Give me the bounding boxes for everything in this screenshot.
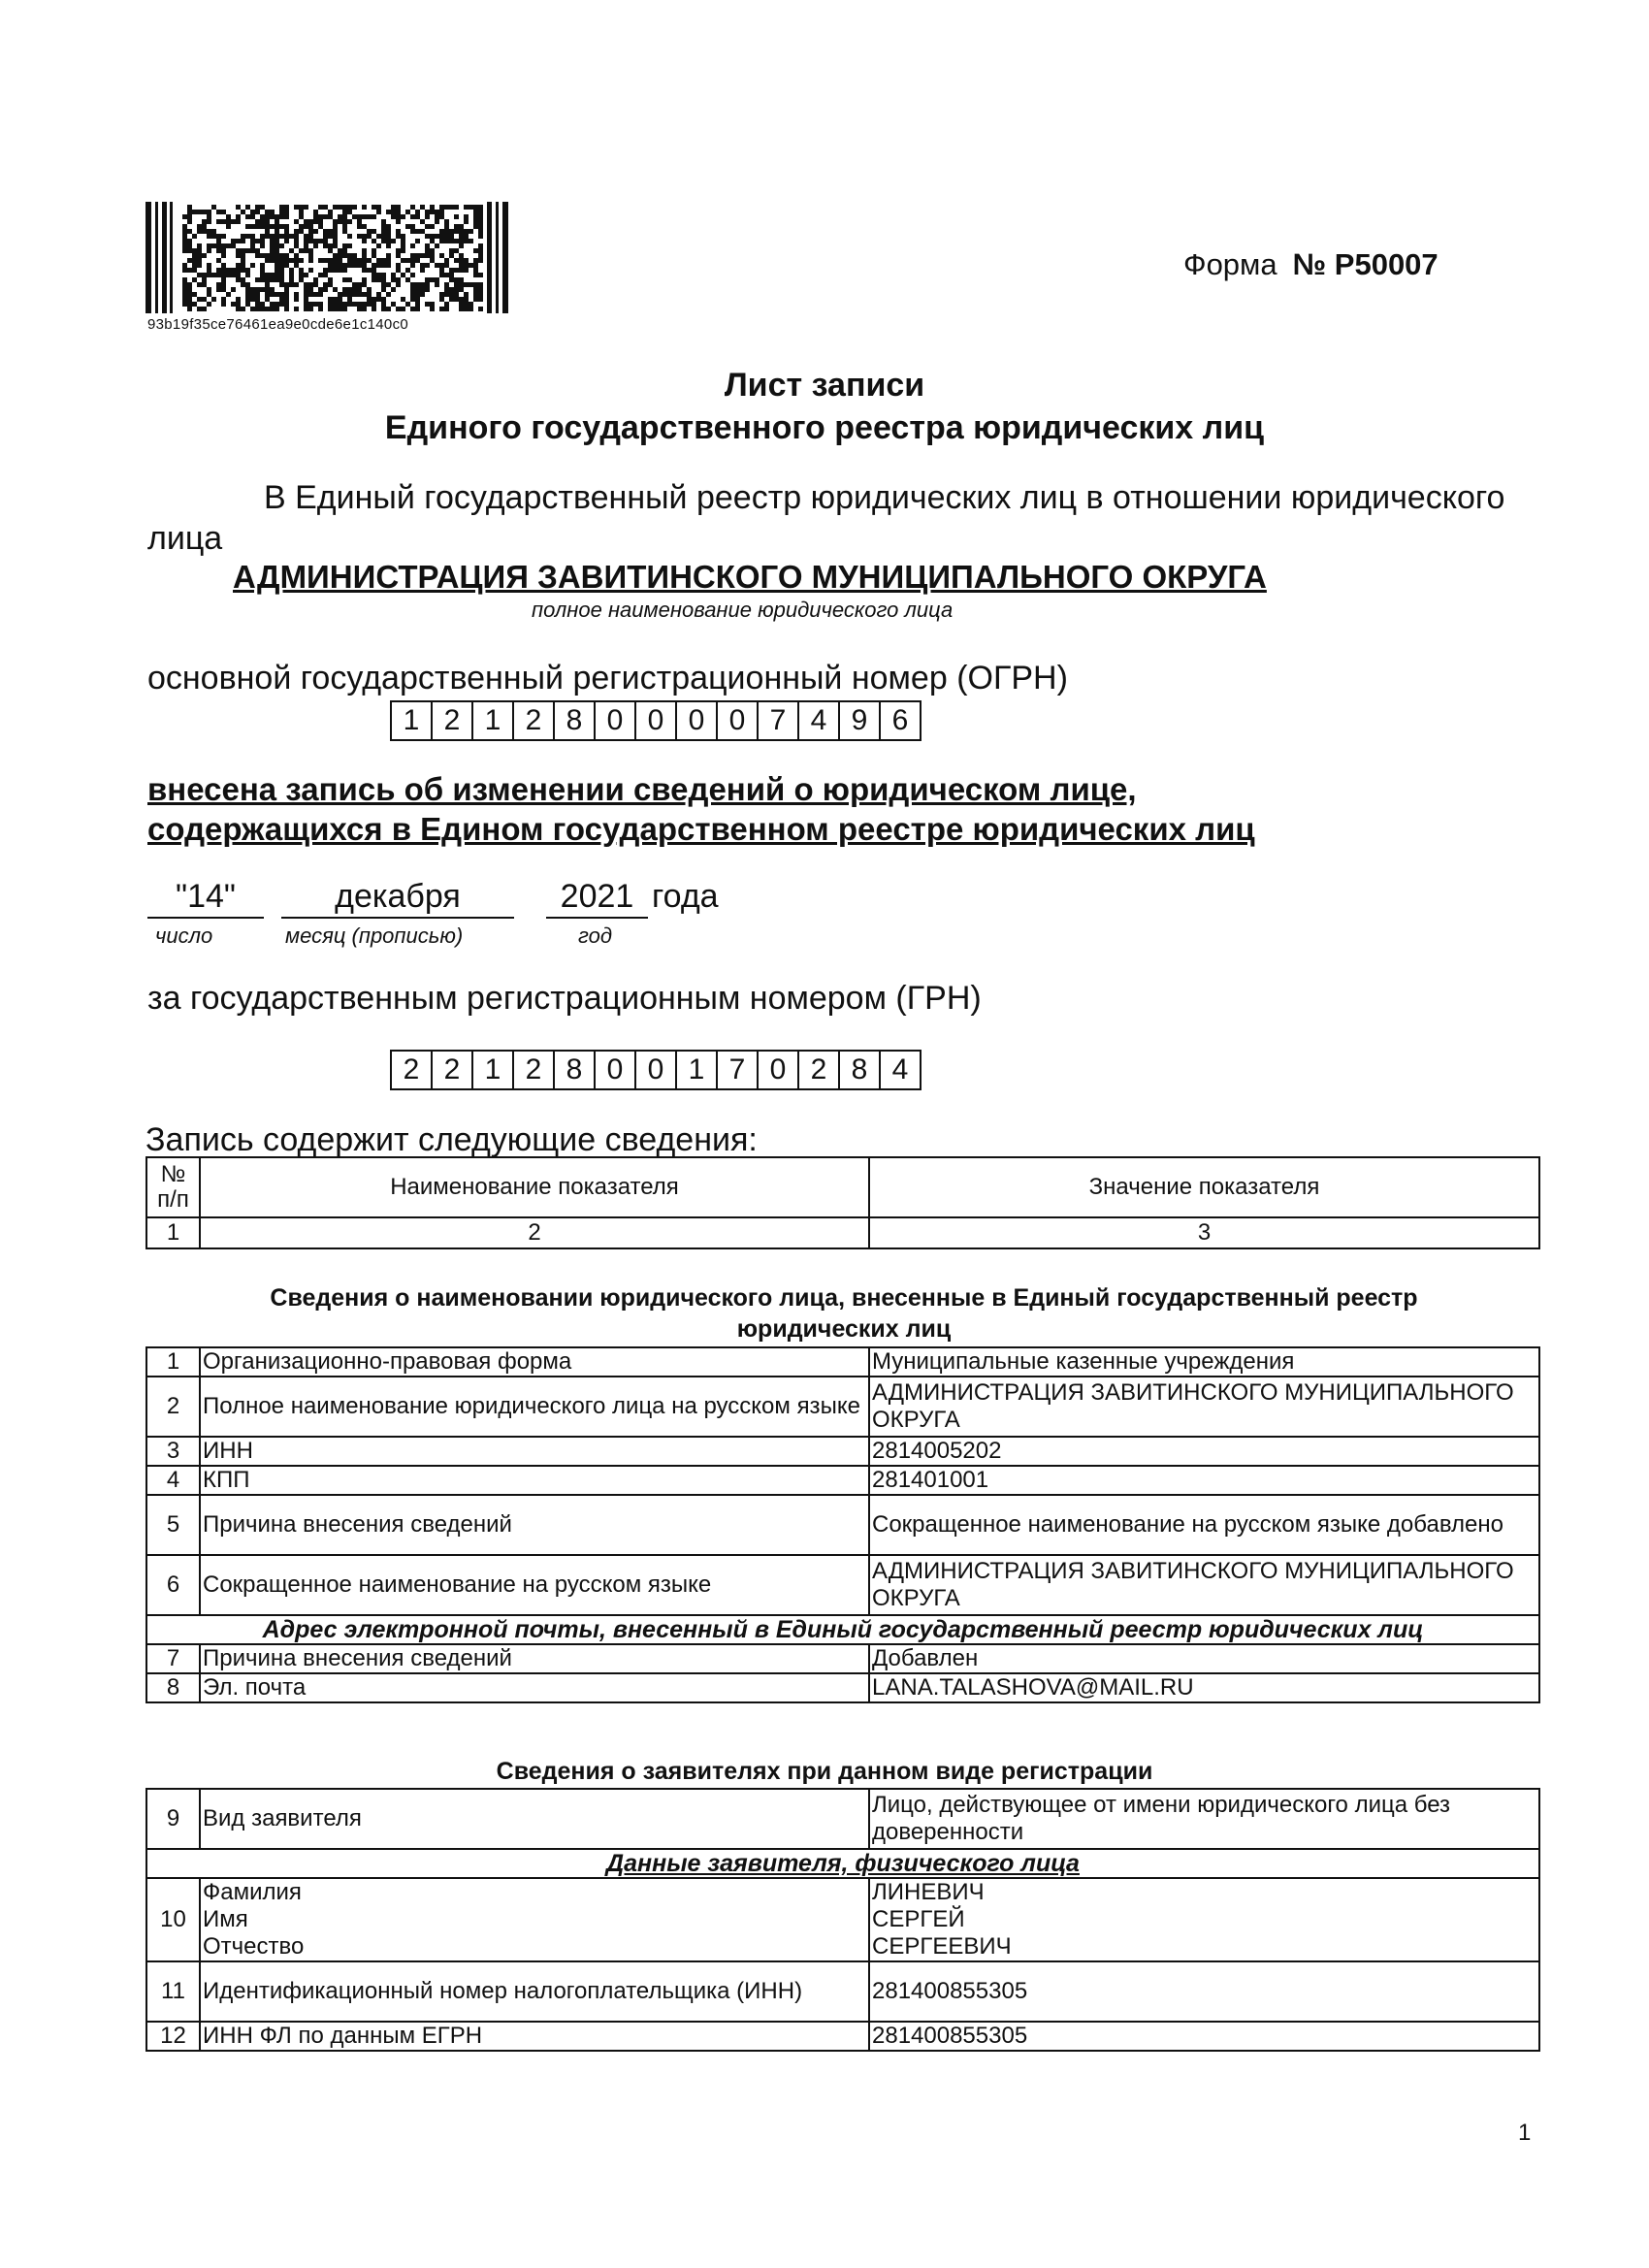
page-number: 1	[1518, 2120, 1532, 2146]
date-month: декабря	[281, 878, 514, 919]
grn-digit: 0	[757, 1052, 797, 1088]
intro-text-cont: лица	[147, 520, 223, 557]
section-applicants-table	[146, 1788, 1540, 2052]
ogrn-digit: 0	[634, 702, 675, 739]
organization-name: АДМИНИСТРАЦИЯ ЗАВИТИНСКОГО МУНИЦИПАЛЬНОГО ОКРУГА	[233, 559, 1267, 595]
grn-digit: 8	[553, 1052, 594, 1088]
ogrn-digit: 4	[797, 702, 838, 739]
name-value: СЕРГЕЙ	[872, 1906, 965, 1932]
grn-digit: 0	[594, 1052, 634, 1088]
ogrn-digit: 1	[471, 702, 512, 739]
patronymic-value: СЕРГЕЕВИЧ	[872, 1933, 1012, 1960]
surname-label: Фамилия	[203, 1879, 302, 1905]
table-row: 3 ИНН 2814005202	[146, 1437, 1539, 1466]
barcode	[146, 202, 514, 313]
col-value-index: 3	[869, 1217, 1539, 1248]
intro-text: В Единый государственный реестр юридических лиц в отношении юридического	[264, 479, 1505, 516]
patronymic-label: Отчество	[203, 1933, 305, 1960]
grn-digit: 2	[512, 1052, 553, 1088]
ogrn-label: основной государственный регистрационный номер (ОГРН)	[147, 660, 1068, 697]
contents-label: Запись содержит следующие сведения:	[146, 1121, 758, 1158]
date-day-hint: число	[155, 923, 213, 948]
date-year-hint: год	[578, 923, 612, 948]
grn-digit: 2	[431, 1052, 471, 1088]
date-suffix: года	[652, 878, 719, 915]
organization-name-hint: полное наименование юридического лица	[532, 598, 954, 622]
ogrn-digit: 9	[838, 702, 879, 739]
grn-digit: 0	[634, 1052, 675, 1088]
ogrn-digits	[390, 700, 922, 741]
section-name-table	[146, 1346, 1540, 1703]
ogrn-digit: 8	[553, 702, 594, 739]
name-label: Имя	[203, 1906, 248, 1932]
section-name-title: Сведения о наименовании юридического лица, внесенные в Единый государственный реестр юридических лиц	[270, 1284, 1418, 1343]
applicant-subsection-title: Данные заявителя, физического лица	[146, 1849, 1539, 1878]
applicant-subsection-row	[146, 1849, 1539, 1878]
ogrn-digit: 0	[675, 702, 716, 739]
header-table	[146, 1156, 1540, 1249]
ogrn-digit: 2	[431, 702, 471, 739]
ogrn-digit: 1	[403, 704, 420, 736]
col-name-index: 2	[200, 1217, 869, 1248]
record-title-cont: содержащихся в Едином государственном реестре юридических лиц	[147, 811, 1255, 847]
grn-digit: 2	[403, 1053, 420, 1085]
email-section-row	[146, 1615, 1539, 1644]
table-row: 2 Полное наименование юридического лица на русском языке АДМИНИСТРАЦИЯ ЗАВИТИНСКОГО МУНИЦИПАЛЬНОГО ОКРУГА	[146, 1377, 1539, 1437]
form-number	[1183, 247, 1439, 282]
email-section-title: Адрес электронной почты, внесенный в Единый государственный реестр юридических лиц	[146, 1615, 1539, 1644]
ogrn-digit: 7	[757, 702, 797, 739]
table-row: 4 КПП 281401001	[146, 1466, 1539, 1495]
form-code: № Р50007	[1292, 247, 1439, 281]
table-row: 10 Фамилия Имя Отчество ЛИНЕВИЧ СЕРГЕЙ СЕРГЕЕВИЧ	[146, 1878, 1539, 1961]
table-row: 8 Эл. почта LANA.TALASHOVA@MAIL.RU	[146, 1673, 1539, 1702]
table-row: 6 Сокращенное наименование на русском языке АДМИНИСТРАЦИЯ ЗАВИТИНСКОГО МУНИЦИПАЛЬНОГО ОКРУГА	[146, 1555, 1539, 1615]
record-title: внесена запись об изменении сведений о юридическом лице,	[147, 771, 1137, 807]
col-number-index: 1	[146, 1217, 200, 1248]
ogrn-digit: 2	[512, 702, 553, 739]
grn-digit: 4	[879, 1052, 920, 1088]
grn-digit: 2	[797, 1052, 838, 1088]
table-row: 7 Причина внесения сведений Добавлен	[146, 1644, 1539, 1673]
table-row: 9 Вид заявителя Лицо, действующее от имени юридического лица без доверенности	[146, 1789, 1539, 1849]
ogrn-digit: 0	[594, 702, 634, 739]
barcode-id: 93b19f35ce76461ea9e0cde6e1c140c0	[147, 316, 409, 333]
table-row: 12 ИНН ФЛ по данным ЕГРН 281400855305	[146, 2022, 1539, 2051]
document-title: Лист записи	[724, 367, 925, 404]
ogrn-digit: 0	[716, 702, 757, 739]
col-number-header: № п/п	[146, 1157, 200, 1217]
ogrn-digit: 6	[879, 702, 920, 739]
grn-digits	[390, 1050, 922, 1090]
form-label: Форма	[1183, 247, 1277, 281]
col-name-header: Наименование показателя	[200, 1157, 869, 1217]
col-value-header: Значение показателя	[869, 1157, 1539, 1217]
grn-digit: 7	[716, 1052, 757, 1088]
email-value: LANA.TALASHOVA@MAIL.RU	[869, 1673, 1539, 1702]
date-month-hint: месяц (прописью)	[285, 923, 464, 948]
document-subtitle: Единого государственного реестра юридических лиц	[384, 409, 1265, 446]
grn-digit: 8	[838, 1052, 879, 1088]
date-year: 2021	[546, 878, 648, 919]
table-row: 1 Организационно-правовая форма Муниципальные казенные учреждения	[146, 1347, 1539, 1377]
table-row: 11 Идентификационный номер налогоплательщика (ИНН) 281400855305	[146, 1961, 1539, 2022]
surname-value: ЛИНЕВИЧ	[872, 1879, 985, 1905]
table-row: 5 Причина внесения сведений Сокращенное наименование на русском языке добавлено	[146, 1495, 1539, 1555]
grn-digit: 1	[471, 1052, 512, 1088]
date-day: "14"	[147, 878, 264, 919]
grn-label: за государственным регистрационным номером (ГРН)	[147, 980, 982, 1017]
grn-digit: 1	[675, 1052, 716, 1088]
section-applicants-title: Сведения о заявителях при данном виде регистрации	[496, 1758, 1153, 1785]
